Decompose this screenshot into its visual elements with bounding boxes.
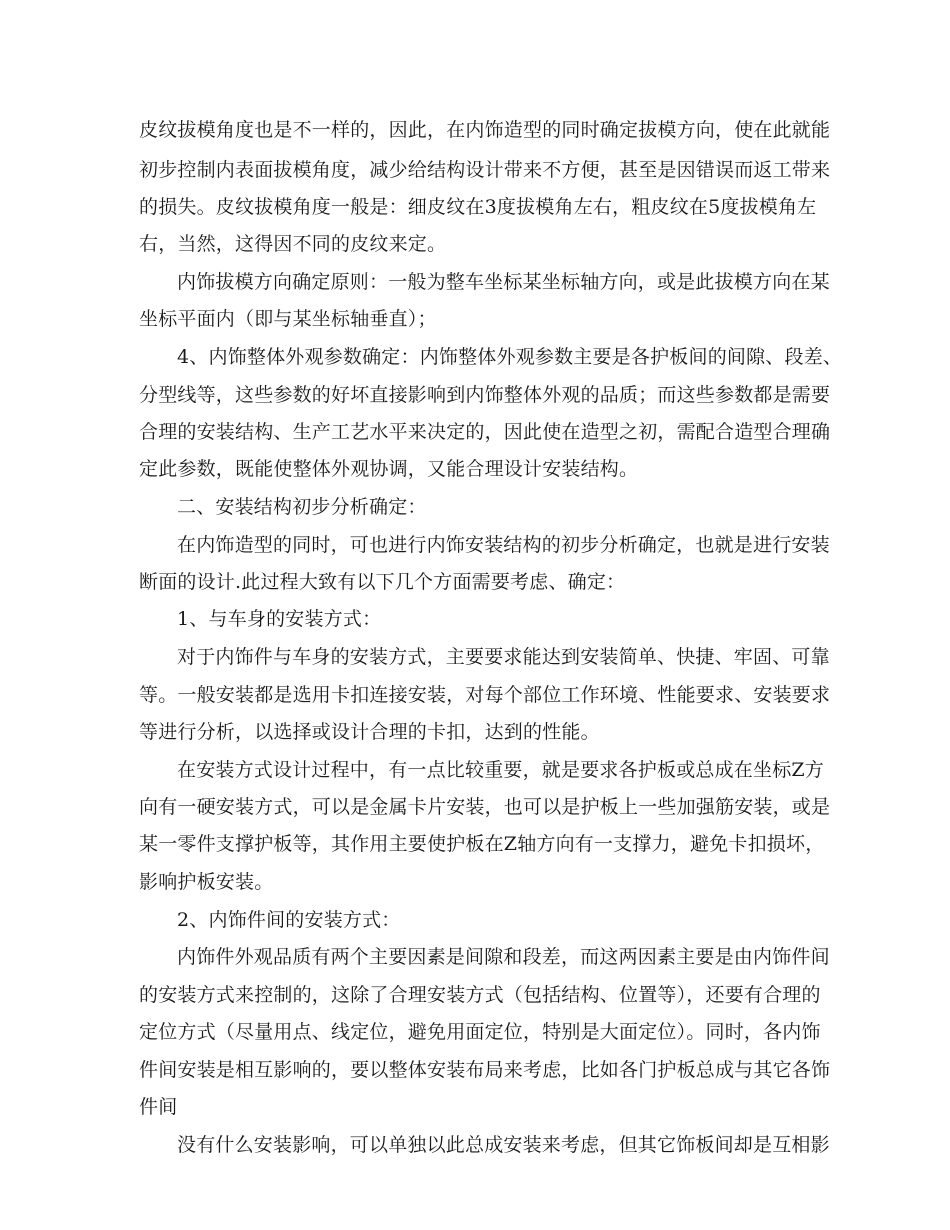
text-line: 右，当然，这得因不同的皮纹来定。 <box>139 233 447 255</box>
text-line: 等。一般安装都是选用卡扣连接安装，对每个部位工作环境、性能要求、安装要求 <box>139 684 831 706</box>
text-line: 4、内饰整体外观参数确定：内饰整体外观参数主要是各护板间的间隙、段差、 <box>177 346 843 368</box>
text-line: 没有什么安装影响，可以单独以此总成安装来考虑，但其它饰板间却是互相影 <box>177 1134 830 1156</box>
text-line: 对于内饰件与车身的安装方式，主要要求能达到安装简单、快捷、牢固、可靠 <box>177 646 830 668</box>
section-heading: 二、安装结构初步分析确定： <box>177 496 427 518</box>
subsection-heading: 2、内饰件间的安装方式： <box>177 909 401 931</box>
text-line: 皮纹拔模角度也是不一样的，因此，在内饰造型的同时确定拔模方向，使在此就能 <box>139 119 831 141</box>
text-line: 件间安装是相互影响的，要以整体安装布局来考虑，比如各门护板总成与其它各饰 <box>139 1059 831 1081</box>
text-line: 向有一硬安装方式，可以是金属卡片安装，也可以是护板上一些加强筋安装，或是 <box>139 796 831 818</box>
text-line: 分型线等，这些参数的好坏直接影响到内饰整体外观的品质；而这些参数都是需要 <box>139 384 831 406</box>
text-line: 影响护板安装。 <box>139 871 274 893</box>
text-line: 内饰件外观品质有两个主要因素是间隙和段差，而这两因素主要是由内饰件间 <box>177 946 830 968</box>
text-line: 初步控制内表面拔模角度，减少给结构设计带来不方便，甚至是因错误而返工带来 <box>139 159 831 181</box>
text-line: 合理的安装结构、生产工艺水平来决定的，因此使在造型之初，需配合造型合理确 <box>139 421 831 443</box>
text-line: 断面的设计.此过程大致有以下几个方面需要考虑、确定： <box>139 571 626 593</box>
text-line: 件间 <box>139 1096 178 1118</box>
text-line: 的损失。皮纹拔模角度一般是：细皮纹在3度拔模角左右，粗皮纹在5度拔模角左 <box>139 196 817 218</box>
text-line: 在内饰造型的同时，可也进行内饰安装结构的初步分析确定，也就是进行安装 <box>177 534 830 556</box>
subsection-heading: 1、与车身的安装方式： <box>177 608 382 630</box>
text-line: 在安装方式设计过程中，有一点比较重要，就是要求各护板或总成在坐标Z方 <box>177 759 825 781</box>
text-line: 等进行分析，以选择或设计合理的卡扣，达到的性能。 <box>139 721 600 743</box>
text-line: 的安装方式来控制的，这除了合理安装方式（包括结构、位置等），还要有合理的 <box>139 984 821 1006</box>
text-line: 定此参数，既能使整体外观协调，又能合理设计安装结构。 <box>139 458 639 480</box>
text-line: 坐标平面内（即与某坐标轴垂直）； <box>139 308 437 330</box>
text-line: 某一零件支撑护板等，其作用主要使护板在Z轴方向有一支撑力，避免卡扣损坏， <box>139 833 825 855</box>
text-line: 内饰拔模方向确定原则：一般为整车坐标某坐标轴方向，或是此拔模方向在某 <box>177 271 830 293</box>
text-line: 定位方式（尽量用点、线定位，避免用面定位，特别是大面定位）。同时，各内饰 <box>139 1021 821 1043</box>
